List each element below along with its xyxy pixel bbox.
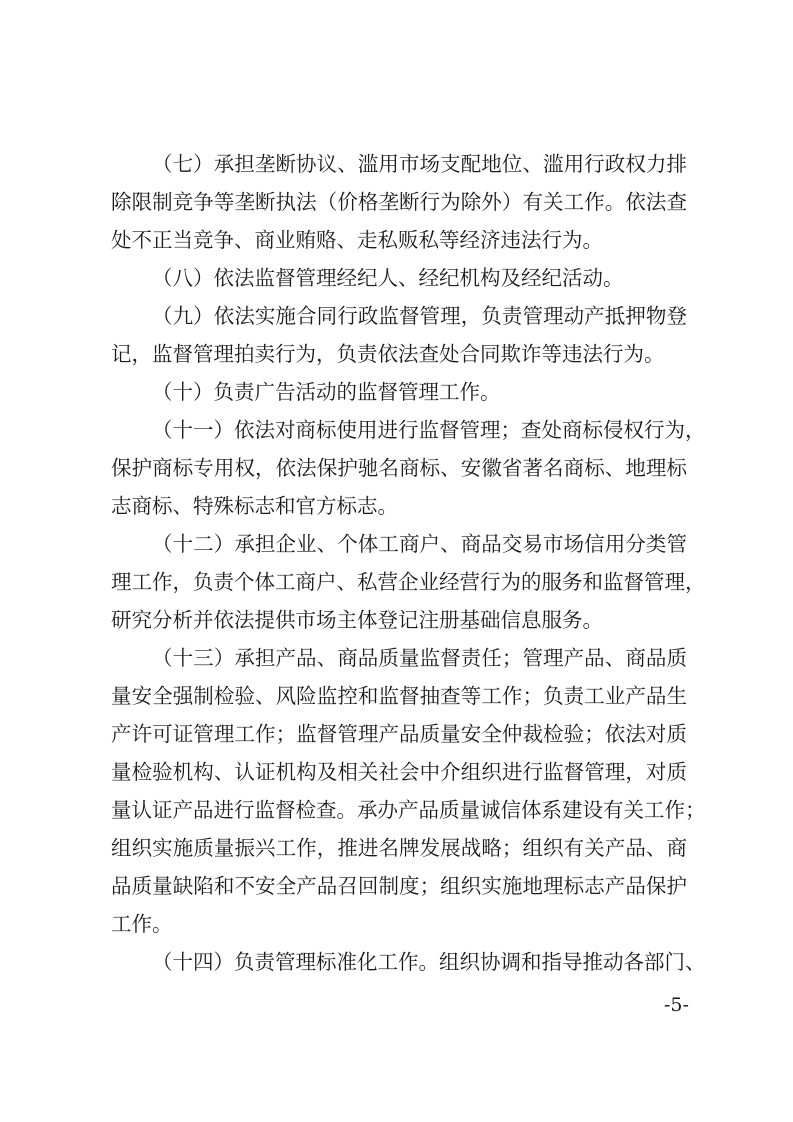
paragraph-13-line-1: （十三）承担产品、商品质量监督责任；管理产品、商品质 bbox=[152, 646, 687, 670]
paragraph-13-line-7: 品质量缺陷和不安全产品召回制度；组织实施地理标志产品保护 bbox=[111, 874, 687, 898]
paragraph-14-line-1: （十四）负责管理标准化工作。组织协调和指导推动各部门、 bbox=[152, 950, 706, 974]
paragraph-13-line-2: 量安全强制检验、风险监控和监督抽查等工作；负责工业产品生 bbox=[111, 684, 687, 708]
paragraph-9-line-1: （九）依法实施合同行政监督管理，负责管理动产抵押物登 bbox=[152, 304, 687, 328]
paragraph-7-line-3: 处不正当竞争、商业贿赂、走私贩私等经济违法行为。 bbox=[111, 228, 603, 252]
paragraph-7-line-2: 除限制竞争等垄断执法（价格垄断行为除外）有关工作。依法查 bbox=[111, 190, 687, 214]
paragraph-13-line-4: 量检验机构、认证机构及相关社会中介组织进行监督管理，对质 bbox=[111, 760, 687, 784]
paragraph-11-line-3: 志商标、特殊标志和官方标志。 bbox=[111, 494, 398, 518]
paragraph-12-line-1: （十二）承担企业、个体工商户、商品交易市场信用分类管 bbox=[152, 532, 687, 556]
paragraph-11-line-1: （十一）依法对商标使用进行监督管理；查处商标侵权行为， bbox=[152, 418, 706, 442]
paragraph-13-line-5: 量认证产品进行监督检查。承办产品质量诚信体系建设有关工作； bbox=[111, 798, 706, 822]
paragraph-13-line-3: 产许可证管理工作；监督管理产品质量安全仲裁检验；依法对质 bbox=[111, 722, 687, 746]
paragraph-11-line-2: 保护商标专用权，依法保护驰名商标、安徽省著名商标、地理标 bbox=[111, 456, 687, 480]
paragraph-10-line-1: （十）负责广告活动的监督管理工作。 bbox=[152, 380, 501, 404]
paragraph-7-line-1: （七）承担垄断协议、滥用市场支配地位、滥用行政权力排 bbox=[152, 152, 687, 176]
paragraph-12-line-2: 理工作，负责个体工商户、私营企业经营行为的服务和监督管理， bbox=[111, 570, 706, 594]
paragraph-13-line-6: 组织实施质量振兴工作，推进名牌发展战略；组织有关产品、商 bbox=[111, 836, 687, 860]
paragraph-12-line-3: 研究分析并依法提供市场主体登记注册基础信息服务。 bbox=[111, 608, 603, 632]
paragraph-8-line-1: （八）依法监督管理经纪人、经纪机构及经纪活动。 bbox=[152, 266, 624, 290]
page-number: -5- bbox=[664, 994, 689, 1016]
paragraph-13-line-8: 工作。 bbox=[111, 912, 173, 936]
paragraph-9-line-2: 记，监督管理拍卖行为，负责依法查处合同欺诈等违法行为。 bbox=[111, 342, 665, 366]
